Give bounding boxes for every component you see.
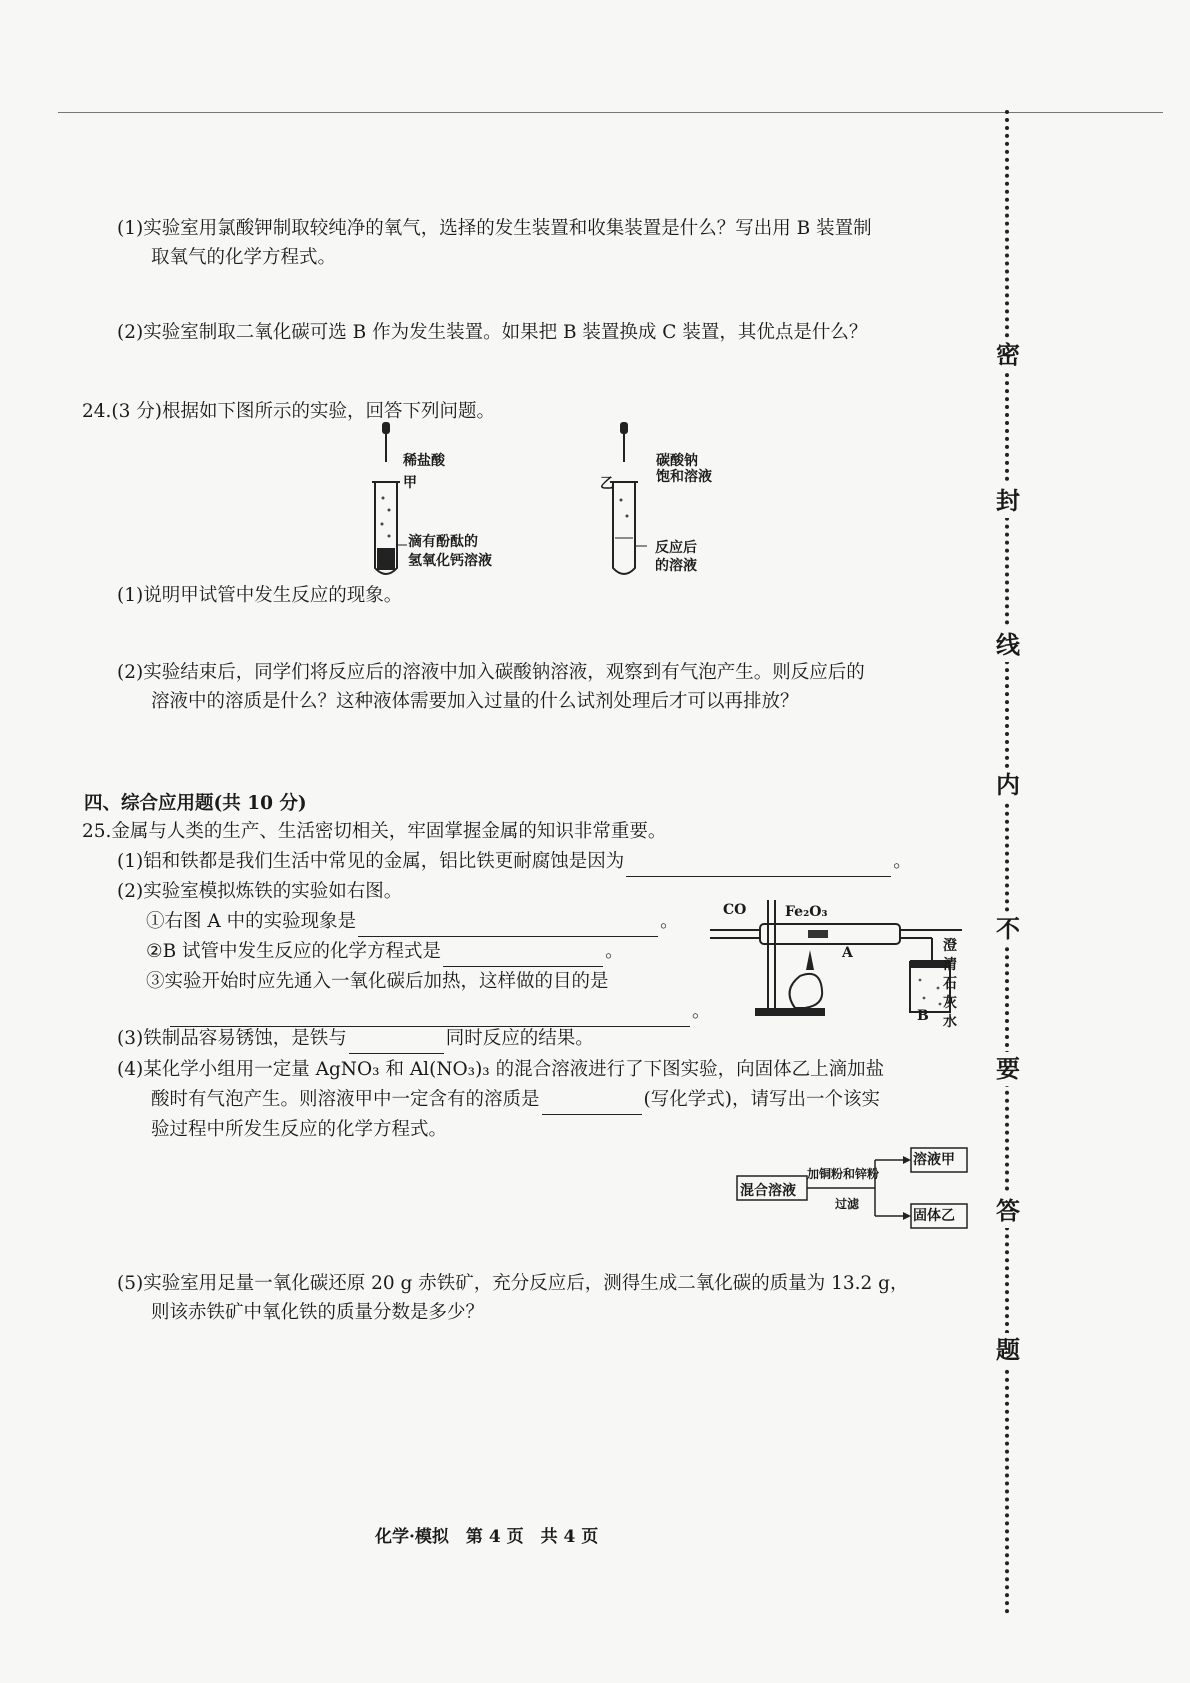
yi-reagent-2: 饱和溶液 — [656, 469, 712, 485]
answer-blank-2a[interactable] — [358, 914, 658, 937]
apparatus-b-label: B — [917, 1008, 929, 1024]
seal-char-5: 不 — [988, 912, 1028, 946]
seal-char-4: 内 — [988, 768, 1028, 802]
q25-part4-text-a: 酸时有气泡产生。则溶液甲中一定含有的溶质是 — [151, 1089, 540, 1110]
q25-part3 — [117, 1023, 594, 1054]
q25-part4-text-b: (写化学式)，请写出一个该实 — [643, 1089, 880, 1110]
period: 。 — [692, 1001, 711, 1022]
period: 。 — [893, 851, 912, 872]
seal-char-3: 线 — [988, 628, 1028, 662]
limewater-char: 清 — [943, 957, 957, 973]
q24-part2-line1: (2)实验结束后，同学们将反应后的溶液中加入碳酸钠溶液，观察到有气泡产生。则反应后的 — [117, 662, 865, 683]
jia-label: 甲 — [403, 475, 417, 491]
limewater-char: 澄 — [943, 938, 957, 954]
yi-reagent-1: 碳酸钠 — [656, 453, 698, 469]
apparatus-a-label: A — [842, 945, 853, 961]
q25-part1-text: (1)铝和铁都是我们生活中常见的金属，铝比铁更耐腐蚀是因为 — [117, 851, 625, 872]
limewater-char: 水 — [943, 1014, 957, 1030]
page-footer: 化学·模拟 第 4 页 共 4 页 — [375, 1527, 599, 1547]
seal-char-2: 封 — [988, 484, 1028, 518]
fe2o3-label: Fe₂O₃ — [785, 904, 828, 920]
q25-part3-text-b: 同时反应的结果。 — [445, 1028, 594, 1049]
q25-stem: 25.金属与人类的生产、生活密切相关，牢固掌握金属的知识非常重要。 — [82, 821, 667, 842]
q24-part1: (1)说明甲试管中发生反应的现象。 — [117, 585, 403, 606]
q25-part4-line2 — [151, 1084, 880, 1115]
header-rule — [58, 112, 1163, 113]
seal-dotted-line — [1005, 110, 1009, 1615]
q25-part3-text-a: (3)铁制品容易锈蚀，是铁与 — [117, 1028, 347, 1049]
flow-add: 加铜粉和锌粉 — [807, 1167, 880, 1181]
co-label: CO — [723, 902, 747, 918]
yi-solution-2: 的溶液 — [655, 558, 697, 574]
limewater-label — [943, 937, 961, 1032]
answer-blank-1[interactable] — [626, 854, 891, 877]
flow-out-1: 溶液甲 — [913, 1152, 955, 1168]
answer-blank-3[interactable] — [349, 1031, 444, 1054]
jia-solution-1: 滴有酚酞的 — [408, 534, 478, 550]
q24-stem: 24.(3 分)根据如下图所示的实验，回答下列问题。 — [82, 401, 496, 422]
q25-part5-line1: (5)实验室用足量一氧化碳还原 20 g 赤铁矿，充分反应后，测得生成二氧化碳的质量为 13.2 g， — [117, 1273, 909, 1294]
seal-char-8: 题 — [988, 1333, 1028, 1367]
q25-part4-line1: (4)某化学小组用一定量 AgNO₃ 和 Al(NO₃)₃ 的混合溶液进行了下图实验，向固体乙上滴加盐 — [117, 1059, 885, 1080]
q25-part2-c: ③实验开始时应先通入一氧化碳后加热，这样做的目的是 — [146, 971, 609, 992]
yi-label: 乙 — [600, 476, 614, 492]
jia-reagent: 稀盐酸 — [403, 453, 445, 469]
section-title: 四、综合应用题(共 10 分) — [84, 793, 307, 814]
seal-char-6: 要 — [988, 1052, 1028, 1086]
q25-part2-b — [146, 936, 624, 967]
yi-solution-1: 反应后 — [655, 540, 697, 556]
limewater-char: 灰 — [943, 995, 957, 1011]
q25-part2-a-text: ①右图 A 中的实验现象是 — [146, 911, 357, 932]
q25-part4-line3: 验过程中所发生反应的化学方程式。 — [151, 1119, 448, 1140]
q23-part2: (2)实验室制取二氧化碳可选 B 作为发生装置。如果把 B 装置换成 C 装置，其优点是什么？ — [117, 322, 868, 343]
period: 。 — [660, 911, 679, 932]
flow-filter: 过滤 — [835, 1197, 860, 1211]
flow-out-2: 固体乙 — [913, 1208, 955, 1224]
q23-part1-line2: 取氧气的化学方程式。 — [151, 247, 337, 268]
test-tube-yi — [610, 422, 647, 574]
limewater-char: 石 — [943, 976, 957, 992]
seal-char-7: 答 — [988, 1194, 1028, 1228]
flow-mix: 混合溶液 — [740, 1183, 796, 1199]
seal-char-1: 密 — [988, 338, 1028, 372]
answer-blank-2b[interactable] — [443, 944, 603, 967]
q25-part2-b-text: ②B 试管中发生反应的化学方程式是 — [146, 941, 442, 962]
q24-part2-line2: 溶液中的溶质是什么？这种液体需要加入过量的什么试剂处理后才可以再排放？ — [151, 691, 799, 712]
answer-blank-4[interactable] — [542, 1092, 642, 1115]
q25-part2: (2)实验室模拟炼铁的实验如右图。 — [117, 881, 403, 902]
q23-part1-line1: (1)实验室用氯酸钾制取较纯净的氧气，选择的发生装置和收集装置是什么？写出用 B 装置制 — [117, 218, 872, 239]
q25-part1 — [117, 846, 912, 877]
q25-part5-line2: 则该赤铁矿中氧化铁的质量分数是多少？ — [151, 1302, 485, 1323]
q25-part2-a — [146, 906, 679, 937]
test-tube-jia — [372, 422, 407, 574]
period: 。 — [605, 941, 624, 962]
jia-solution-2: 氢氧化钙溶液 — [408, 553, 492, 569]
